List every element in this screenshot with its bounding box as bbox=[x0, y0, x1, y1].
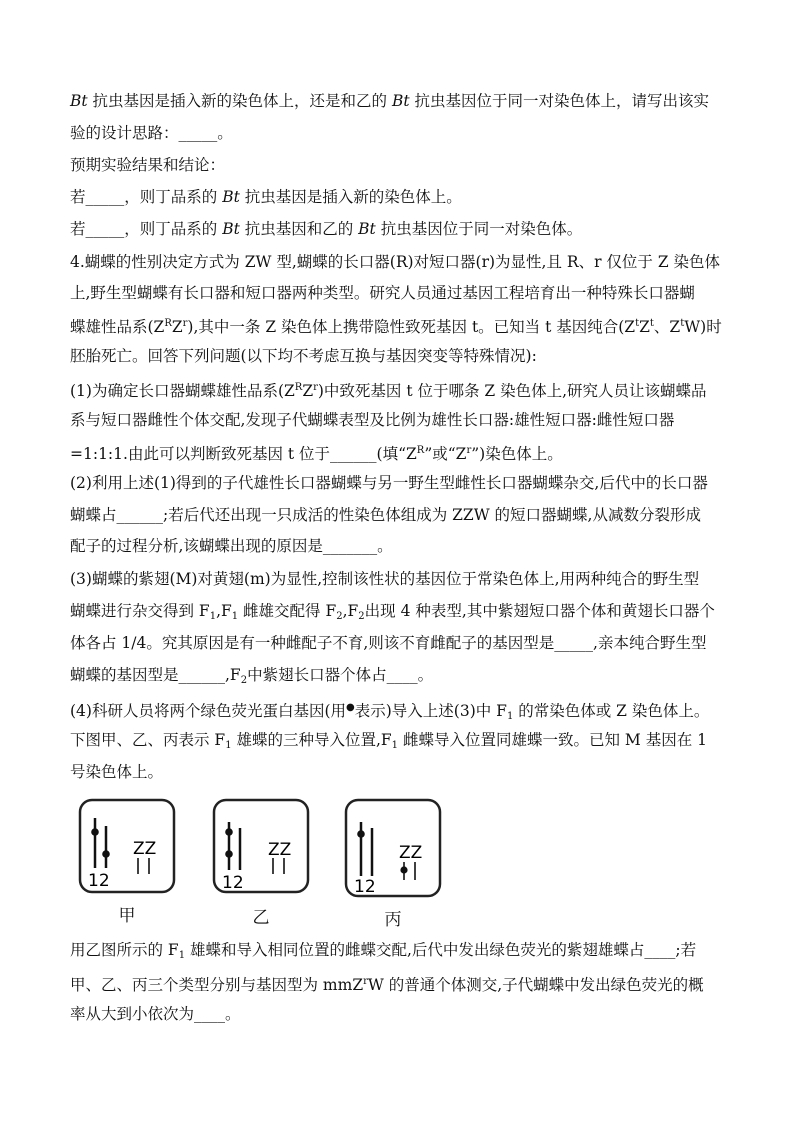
text-segment: 配子的过程分析,该蝴蝶出现的原因是_______。 bbox=[70, 537, 393, 555]
text-segment: 抗虫基因是插入新的染色体上。 bbox=[239, 188, 462, 206]
zz-label: ZZ bbox=[399, 843, 423, 863]
text-segment: ”)染色体上。 bbox=[471, 445, 563, 463]
text-segment: (3)蝴蝶的紫翅(M)对黄翅(m)为显性,控制该性状的基因位于常染色体上,用两种纯合的野生型 bbox=[70, 570, 700, 588]
text-line bbox=[70, 939, 730, 967]
text-segment: Bt bbox=[70, 92, 88, 110]
text-segment: Bt bbox=[391, 92, 410, 110]
text-line bbox=[70, 440, 730, 465]
text-line bbox=[70, 345, 730, 367]
text-line bbox=[70, 600, 730, 628]
text-segment: r bbox=[466, 445, 472, 456]
zz-label: ZZ bbox=[268, 840, 292, 860]
text-segment: 1 bbox=[225, 740, 232, 751]
text-segment: 下图甲、乙、丙表示 F bbox=[70, 731, 226, 749]
text-line bbox=[70, 535, 730, 557]
text-segment: t bbox=[680, 318, 685, 329]
text-line bbox=[70, 122, 730, 144]
text-segment: (2)利用上述(1)得到的子代雄性长口器蝴蝶与另一野生型雌性长口器蝴蝶杂交,后代中的长口器 bbox=[70, 474, 708, 492]
text-segment: 蝴蝶进行杂交得到 F bbox=[70, 602, 210, 620]
text-segment: =1:1:1.由此可以判断致死基因 t 位于______(填“Z bbox=[70, 445, 417, 463]
text-segment: 抗虫基因是插入新的染色体上，还是和乙的 bbox=[87, 92, 392, 110]
text-segment: r bbox=[313, 382, 318, 393]
fluorescent-gene-dot bbox=[102, 850, 110, 858]
text-segment: Bt bbox=[358, 220, 376, 238]
text-line bbox=[70, 90, 730, 112]
text-segment: 抗虫基因和乙的 bbox=[239, 220, 359, 238]
text-line bbox=[70, 697, 730, 728]
text-segment: 号染色体上。 bbox=[70, 763, 164, 781]
text-segment: W 的普通个体测交,子代蝴蝶中发出绿色荧光的概 bbox=[367, 976, 704, 994]
figure-jia bbox=[78, 798, 176, 926]
text-segment: 抗虫基因位于同一对染色体上，请写出该实 bbox=[409, 92, 710, 110]
text-line bbox=[70, 632, 730, 654]
text-segment: 的常染色体或 Z 染色体上。 bbox=[513, 702, 710, 720]
text-segment: Z bbox=[639, 318, 650, 336]
text-segment: Bt bbox=[222, 220, 240, 238]
text-line bbox=[70, 971, 730, 996]
text-segment: )中致死基因 t 位于哪条 Z 染色体上,研究人员让该蝴蝶品 bbox=[317, 382, 707, 400]
text-segment: r bbox=[182, 318, 188, 329]
text-line bbox=[70, 218, 730, 240]
text-segment: 4.蝴蝶的性别决定方式为 ZW 型,蝴蝶的长口器(R)对短口器(r)为显性,且 R、r 仅位于 Z 染色体 bbox=[70, 253, 721, 271]
text-segment: 雄蝶和导入相同位置的雌蝶交配,后代中发出绿色荧光的紫翅雄蝶占____;若 bbox=[185, 941, 697, 959]
chromosome-numbers: 12 bbox=[222, 873, 244, 893]
text-segment: Z bbox=[171, 318, 183, 336]
fluorescent-gene-dot bbox=[225, 850, 233, 858]
text-line bbox=[70, 729, 730, 757]
chromosome-figure bbox=[78, 798, 478, 928]
text-segment: ”或“Z bbox=[424, 445, 467, 463]
text-line bbox=[70, 377, 730, 402]
text-segment: 2 bbox=[240, 675, 248, 686]
figure-label: 乙 bbox=[252, 908, 270, 928]
text-segment: W)时 bbox=[684, 318, 722, 336]
text-segment: ,F bbox=[216, 602, 232, 620]
text-line bbox=[70, 251, 730, 273]
text-segment: (4)科研人员将两个绿色荧光蛋白基因(用 bbox=[70, 702, 347, 720]
text-segment: 体各占 1/4。究其原因是有一种雌配子不育,则该不育雌配子的基因型是_____,亲本纯合野生型 bbox=[70, 634, 707, 652]
text-line bbox=[70, 664, 730, 692]
text-segment: 1 bbox=[391, 740, 399, 751]
figure-bing bbox=[344, 798, 442, 930]
chromosome-numbers: 12 bbox=[88, 871, 110, 891]
text-segment: 1 bbox=[178, 950, 186, 961]
text-segment: ,F bbox=[342, 602, 359, 620]
text-line bbox=[70, 282, 730, 304]
text-line bbox=[70, 186, 730, 208]
text-segment: R bbox=[164, 318, 172, 329]
figure-yi bbox=[212, 798, 310, 928]
text-segment: 雄蝶的三种导入位置,F bbox=[231, 731, 392, 749]
text-segment: 2 bbox=[336, 611, 343, 622]
text-segment: 抗虫基因位于同一对染色体。 bbox=[375, 220, 583, 238]
text-segment: 甲、乙、丙三个类型分别与基因型为 mmZ bbox=[70, 976, 364, 994]
text-segment: 雌蝶导入位置同雄蝶一致。已知 M 基因在 1 bbox=[398, 731, 707, 749]
text-segment: 出现 4 种表型,其中紫翅短口器个体和黄翅长口器个 bbox=[364, 602, 715, 620]
text-segment: 中紫翅长口器个体占____。 bbox=[247, 666, 434, 684]
chromosome-numbers: 12 bbox=[354, 877, 376, 897]
text-segment: 预期实验结果和结论： bbox=[70, 156, 226, 174]
text-segment: 蝶雄性品系(Z bbox=[70, 318, 165, 336]
text-segment: r bbox=[363, 976, 368, 987]
figure-label: 甲 bbox=[118, 906, 136, 926]
fluorescent-gene-dot bbox=[357, 830, 365, 838]
text-line bbox=[70, 313, 730, 338]
text-segment: ● bbox=[346, 702, 355, 713]
fluorescent-gene-dot bbox=[225, 828, 233, 836]
text-segment: ),其中一条 Z 染色体上携带隐性致死基因 t。已知当 t 基因纯合(Z bbox=[187, 318, 636, 336]
text-segment: 雌雄交配得 F bbox=[238, 602, 337, 620]
text-segment: 、Z bbox=[653, 318, 681, 336]
text-segment: 蝴蝶的基因型是______,F bbox=[70, 666, 241, 684]
text-segment: 若_____，则丁品系的 bbox=[70, 188, 223, 206]
text-segment: t bbox=[635, 318, 640, 329]
text-segment: 若_____，则丁品系的 bbox=[70, 220, 223, 238]
zz-label: ZZ bbox=[133, 839, 157, 859]
text-line bbox=[70, 409, 730, 431]
text-segment: 2 bbox=[358, 611, 365, 622]
text-segment: 率从大到小依次为____。 bbox=[70, 1005, 241, 1023]
text-segment: 蝴蝶占______;若后代还出现一只成活的性染色体组成为 ZZW 的短口器蝴蝶,从减数分裂形成 bbox=[70, 506, 701, 524]
text-segment: t bbox=[649, 318, 654, 329]
text-line bbox=[70, 154, 730, 176]
text-line bbox=[70, 568, 730, 590]
text-segment: R bbox=[416, 445, 425, 456]
text-line bbox=[70, 504, 730, 526]
text-segment: 用乙图所示的 F bbox=[70, 941, 179, 959]
text-segment: 验的设计思路：_____。 bbox=[70, 124, 233, 142]
text-segment: 系与短口器雌性个体交配,发现子代蝴蝶表型及比例为雄性长口器:雄性短口器:雌性短口器 bbox=[70, 411, 675, 429]
text-segment: 上,野生型蝴蝶有长口器和短口器两种类型。研究人员通过基因工程培育出一种特殊长口器蝴 bbox=[70, 284, 695, 302]
text-segment: R bbox=[294, 382, 303, 393]
fluorescent-gene-dot bbox=[91, 828, 99, 836]
text-segment: 表示)导入上述(3)中 F bbox=[354, 702, 507, 720]
text-segment: 1 bbox=[231, 611, 239, 622]
fluorescent-gene-dot bbox=[400, 866, 407, 873]
text-line bbox=[70, 472, 730, 494]
text-segment: Z bbox=[302, 382, 314, 400]
text-segment: 1 bbox=[506, 711, 514, 722]
text-segment: 1 bbox=[209, 611, 217, 622]
text-segment: 胚胎死亡。回答下列问题(以下均不考虑互换与基因突变等特殊情况): bbox=[70, 347, 537, 365]
text-segment: Bt bbox=[222, 188, 240, 206]
text-line bbox=[70, 761, 730, 783]
figure-label: 丙 bbox=[384, 910, 402, 930]
text-segment: (1)为确定长口器蝴蝶雄性品系(Z bbox=[70, 382, 295, 400]
text-line bbox=[70, 1003, 730, 1025]
